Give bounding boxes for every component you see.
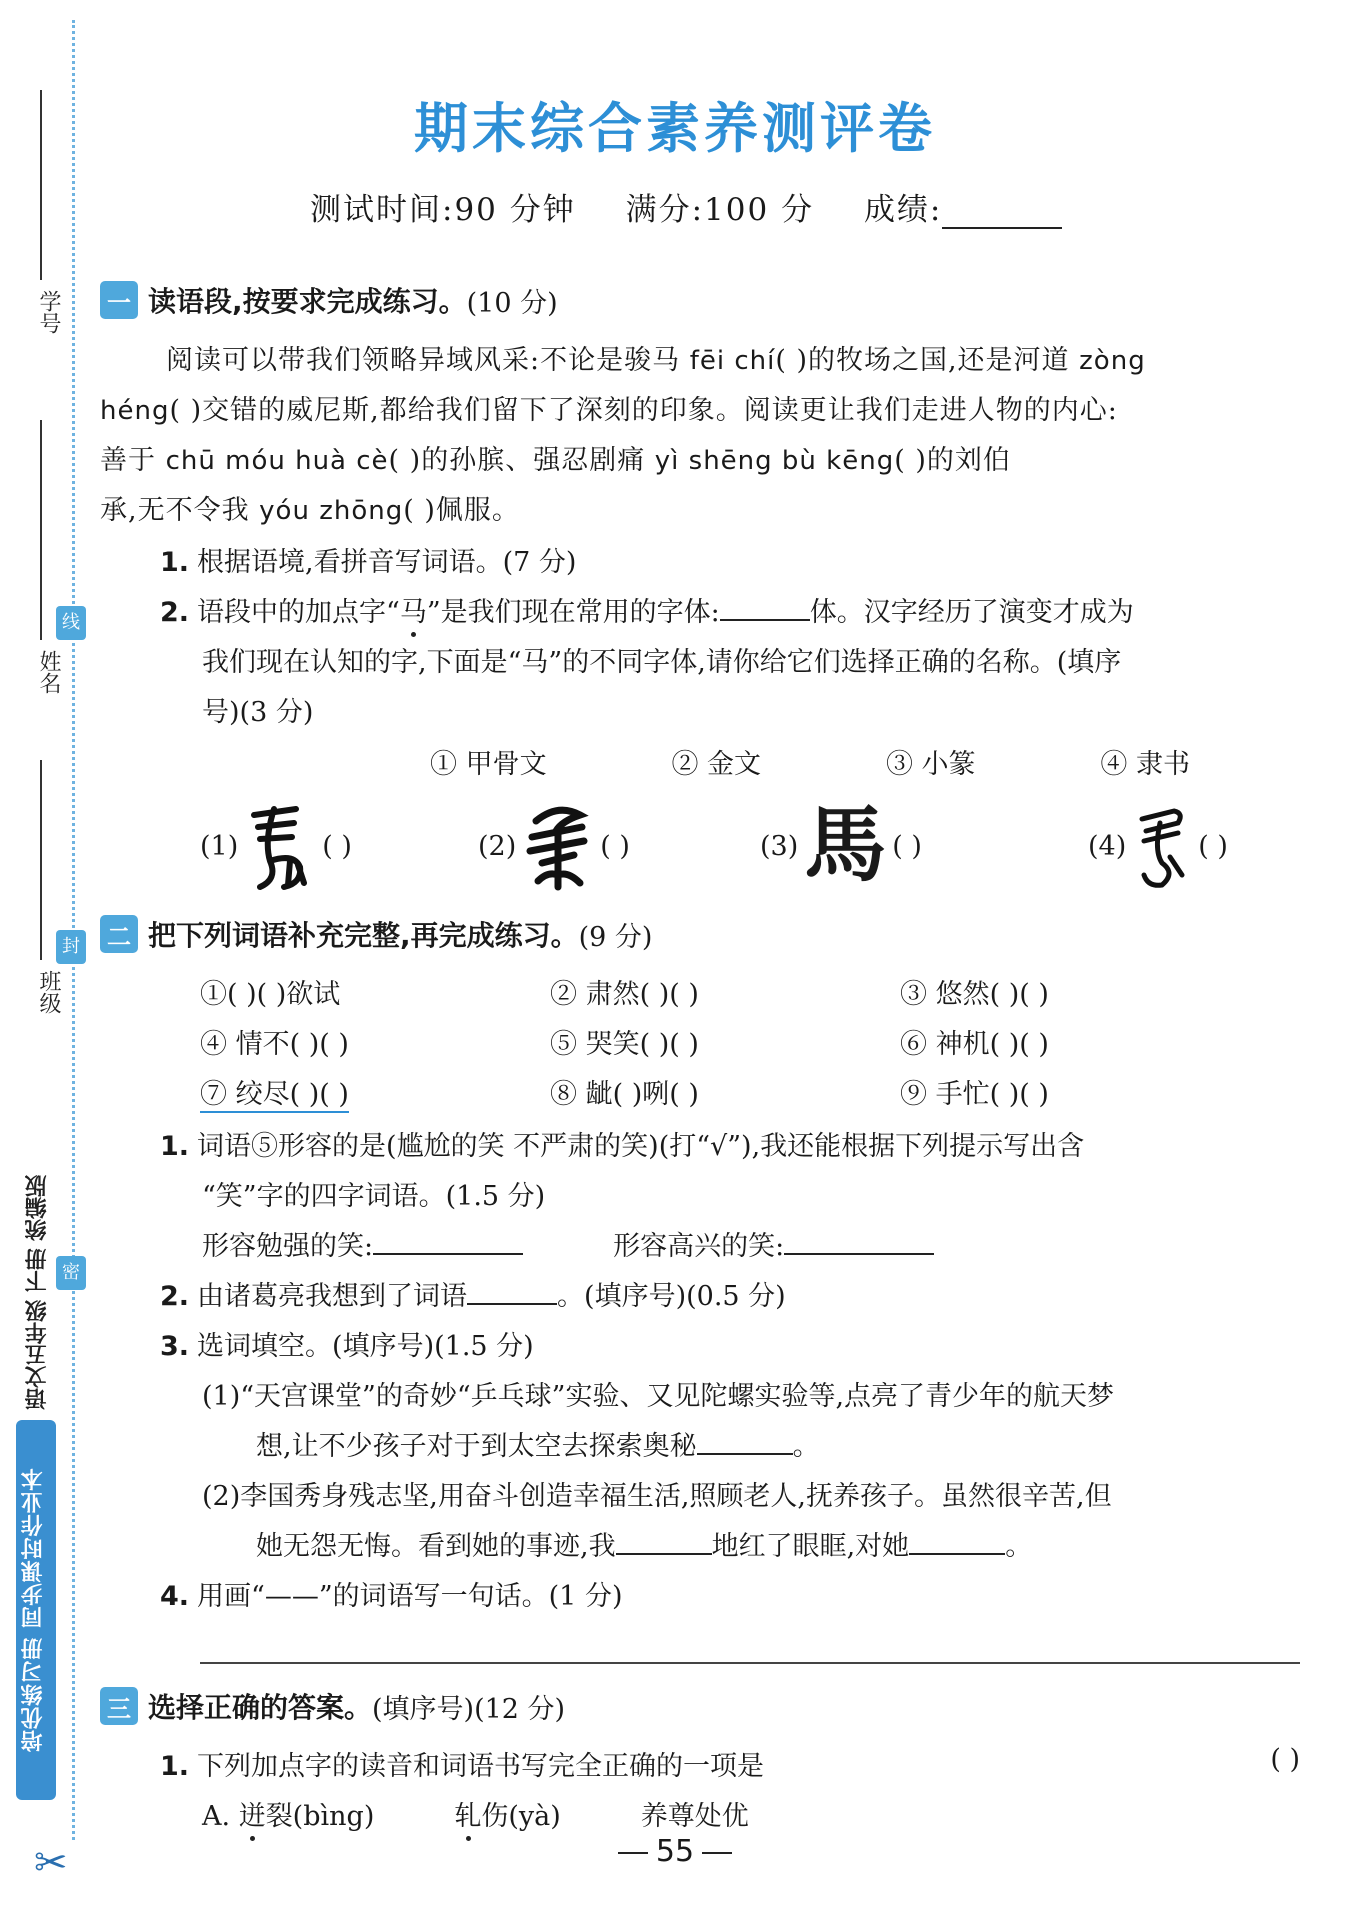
section-2-header bbox=[100, 914, 652, 954]
page-number: 55 bbox=[0, 1834, 1350, 1869]
s1-question-2: 2. 语段中的加点字“马”是我们现在常用的字体: 体。汉字经历了演变才成为 bbox=[160, 590, 1134, 629]
s2-question-3-1: (1)“天宫课堂”的奇妙“乒乓球”实验、又见陀螺实验等,点亮了青少年的航天梦 bbox=[202, 1381, 1115, 1412]
section-title: 把下列词语补充完整,再完成练习。 bbox=[148, 919, 579, 952]
name-field: 姓名 bbox=[14, 420, 74, 710]
passage-line-3: 善于 chū móu huà cè( )的孙膑、强忍剧痛 yì shēng bù kēng( )的刘伯 bbox=[100, 445, 1011, 476]
section-badge: 三 bbox=[100, 1687, 138, 1725]
s2-question-1-cont: “笑”字的四字词语。(1.5 分) bbox=[202, 1181, 546, 1212]
seal-mark-secret: 密 bbox=[56, 1256, 86, 1290]
bronze-horse-icon bbox=[522, 801, 594, 891]
idiom-3[interactable]: ③ 悠然( )( ) bbox=[900, 979, 1049, 1010]
fill-blank-2[interactable] bbox=[616, 1529, 712, 1555]
idiom-4[interactable]: ④ 情不( )( ) bbox=[200, 1029, 349, 1060]
class-field: 班级 bbox=[14, 760, 74, 1030]
score-label: 成绩: bbox=[863, 192, 943, 228]
idiom-7[interactable]: ⑦ 绞尽( )( ) bbox=[200, 1072, 349, 1113]
glyph-item-2: (2) ( ) bbox=[478, 796, 630, 896]
idiom-6[interactable]: ⑥ 神机( )( ) bbox=[900, 1029, 1049, 1060]
glyph-row bbox=[200, 796, 1300, 896]
scissors-icon: ✂ bbox=[34, 1840, 68, 1886]
s2-question-1: 1. 词语⑤形容的是(尴尬的笑 不严肃的笑)(打“√”),我还能根据下列提示写出含 bbox=[160, 1131, 1085, 1162]
sentence-answer-line[interactable] bbox=[200, 1662, 1300, 1664]
option-bronze: ② 金文 bbox=[671, 749, 762, 780]
score-blank[interactable] bbox=[942, 201, 1062, 229]
seal-mark-seal: 封 bbox=[56, 930, 86, 964]
exam-time: 测试时间:90 分钟 bbox=[310, 192, 576, 228]
s2-question-1-fill: 形容勉强的笑: 形容高兴的笑: bbox=[202, 1224, 934, 1263]
passage-line-2: héng( )交错的威尼斯,都给我们留下了深刻的印象。阅读更让我们走进人物的内心: bbox=[100, 395, 1118, 426]
passage-line-1: 阅读可以带我们领略异域风采:不论是骏马 fēi chí( )的牧场之国,还是河道 zòng bbox=[166, 345, 1146, 376]
oracle-horse-icon bbox=[244, 801, 316, 891]
idiom-9[interactable]: ⑨ 手忙( )( ) bbox=[900, 1079, 1049, 1110]
fill-blank-1[interactable] bbox=[697, 1429, 793, 1455]
section-1-header bbox=[100, 280, 558, 320]
passage-line-4: 承,无不令我 yóu zhōng( )佩服。 bbox=[100, 495, 520, 526]
forced-smile-blank[interactable] bbox=[373, 1229, 523, 1255]
student-id-field: 学号 bbox=[14, 90, 74, 350]
idiom-2[interactable]: ② 肃然( )( ) bbox=[550, 979, 699, 1010]
fill-blank-3[interactable] bbox=[909, 1529, 1005, 1555]
happy-smile-blank[interactable] bbox=[784, 1229, 934, 1255]
font-options bbox=[430, 742, 1190, 781]
modern-horse-icon: 馬 bbox=[804, 798, 887, 893]
s2-question-2: 2. 由诸葛亮我想到了词语 。(填序号)(0.5 分) bbox=[160, 1281, 786, 1312]
glyph-item-1: (1) ( ) bbox=[200, 796, 352, 896]
section-score: (9 分) bbox=[578, 921, 653, 953]
exam-meta bbox=[310, 184, 1062, 229]
s1-question-1: 1. 根据语境,看拼音写词语。(7 分) bbox=[160, 547, 577, 578]
section-title: 选择正确的答案。 bbox=[148, 1691, 373, 1724]
section-badge: 一 bbox=[100, 281, 138, 319]
s2-question-3: 3. 选词填空。(填序号)(1.5 分) bbox=[160, 1331, 534, 1362]
book-edition: 语文五年级 下册 统编版 bbox=[25, 1174, 50, 1410]
s1-question-2-cont: 我们现在认知的字,下面是“马”的不同字体,请你给它们选择正确的名称。(填序 bbox=[202, 647, 1122, 678]
idiom-5[interactable]: ⑤ 哭笑( )( ) bbox=[550, 1029, 699, 1060]
s2-question-3-1-cont: 想,让不少孩子对于到太空去探索奥秘 。 bbox=[256, 1431, 820, 1462]
s1-question-2-cont2: 号)(3 分) bbox=[202, 697, 314, 728]
section-3-header bbox=[100, 1686, 565, 1726]
section-score: (填序号)(12 分) bbox=[372, 1693, 566, 1725]
s2-question-4: 4. 用画“——”的词语写一句话。(1 分) bbox=[160, 1581, 623, 1612]
s2-question-3-2-cont: 她无怨无悔。看到她的事迹,我 地红了眼眶,对她 。 bbox=[256, 1531, 1033, 1562]
option-seal: ③ 小篆 bbox=[885, 749, 976, 780]
s3-question-1: 1. 下列加点字的读音和词语书写完全正确的一项是 ( ) bbox=[160, 1744, 1300, 1782]
zhuge-blank[interactable] bbox=[467, 1279, 557, 1305]
section-score: (10 分) bbox=[466, 287, 558, 319]
binding-margin bbox=[0, 0, 92, 1920]
section-title: 读语段,按要求完成练习。 bbox=[148, 285, 467, 318]
seal-horse-icon bbox=[1132, 801, 1192, 891]
option-clerical: ④ 隶书 bbox=[1100, 749, 1190, 780]
section-badge: 二 bbox=[100, 915, 138, 953]
book-series: 培优练习册 同步课时作业本 bbox=[21, 1467, 46, 1753]
seal-mark-line: 线 bbox=[56, 606, 86, 640]
glyph-item-3: (3) 馬 ( ) bbox=[760, 798, 922, 893]
glyph-item-4: (4) ( ) bbox=[1088, 796, 1228, 896]
page-title: 期末综合素养测评卷 bbox=[414, 97, 936, 160]
full-score: 满分:100 分 bbox=[625, 192, 815, 228]
answer-paren[interactable]: ( ) bbox=[1270, 1744, 1300, 1775]
option-oracle: ① 甲骨文 bbox=[430, 749, 547, 780]
idiom-1[interactable]: ①( )( )欲试 bbox=[200, 979, 341, 1010]
idiom-8[interactable]: ⑧ 龇( )咧( ) bbox=[550, 1079, 699, 1110]
s3-option-a: A. 迸裂(bìng) 轧伤(yà) 养尊处优 bbox=[202, 1794, 749, 1833]
font-blank[interactable] bbox=[720, 595, 810, 621]
s2-question-3-2: (2)李国秀身残志坚,用奋斗创造幸福生活,照顾老人,抚养孩子。虽然很辛苦,但 bbox=[202, 1481, 1112, 1512]
